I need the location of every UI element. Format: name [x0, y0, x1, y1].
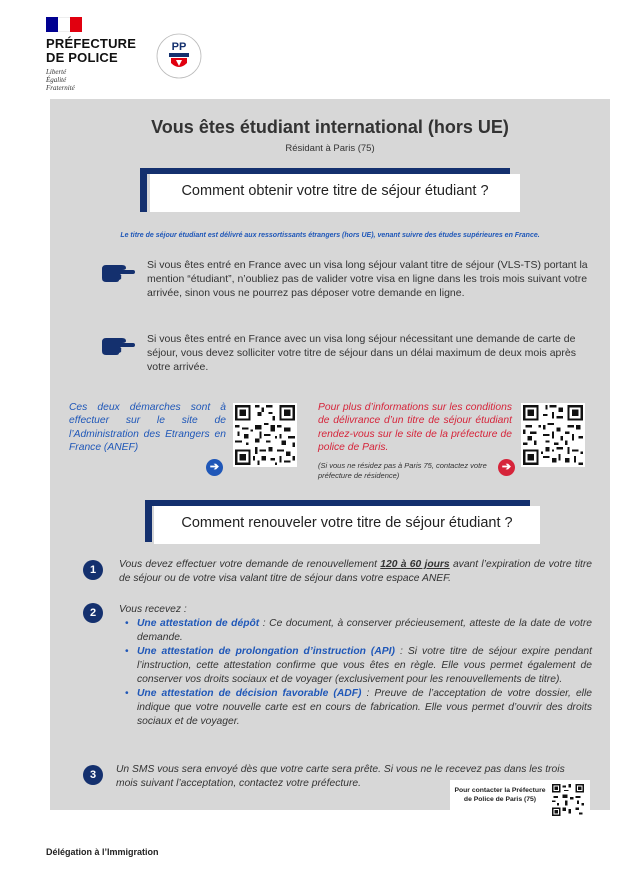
republic-motto: Liberté Égalité Fraternité — [46, 68, 75, 92]
prefecture-police-logo — [156, 33, 202, 79]
section1-point2: Si vous êtes entré en France avec un visa long séjour nécessitant une demande de carte de séjour, vous devez solliciter votre titre de séjour dans un délai maximum de deux mois après votre arrivée. — [147, 333, 576, 374]
section1-intro: Le titre de séjour étudiant est délivré aux ressortissants étrangers (hors UE), venant suivre des études supérieures en France. — [120, 232, 540, 239]
step1-deadline: 120 à 60 jours — [380, 559, 450, 570]
pointing-hand-icon — [100, 333, 136, 357]
step2-number-badge: 2 — [83, 603, 103, 623]
anef-qr-code-icon[interactable] — [233, 403, 297, 467]
prefecture-note: (Si vous ne résidez pas à Paris 75, contactez votre préfecture de résidence) — [318, 461, 487, 480]
step1-text: Vous devez effectuer votre demande de renouvellement 120 à 60 jours avant l’expiration de votre titre de séjour ou de votre visa valant titre de séjour dans votre espace ANEF. — [119, 559, 592, 584]
prefecture-qr-code-icon[interactable] — [521, 403, 585, 467]
list-item: • Une attestation de décision favorable (ADF) : Preuve de l’acceptation de votre dossier, elle indique que votre nouvelle carte est en cours de fabrication. Elle vous permet d’ouvrir des droits sociaux et de voyager. — [125, 688, 592, 727]
step3-text: Un SMS vous sera envoyé dès que votre carte sera prête. Si vous ne le recevez pas dans les trois mois suivant l’acceptation, contactez votre préfecture. — [116, 764, 565, 789]
list-item: • Une attestation de dépôt : Ce document, à conserver précieusement, atteste de la date de votre demande. — [125, 618, 592, 643]
page-subtitle: Résidant à Paris (75) — [285, 143, 375, 154]
list-item: • Une attestation de prolongation d’instruction (API) : Si votre titre de séjour expire pendant l’instruction, cette attestation confirme que vous êtes en règle. Elle vous permet également de conserver vos droits sociaux et de voyager (exclusivement pour les renouvellements de titre). — [125, 646, 592, 685]
footer-department: Délégation à l’Immigration — [46, 847, 159, 857]
anef-link-arrow-icon[interactable]: ➔ — [206, 459, 223, 476]
step3-number-badge: 3 — [83, 765, 103, 785]
section2-accent — [145, 500, 152, 542]
section1-accent — [140, 168, 147, 212]
organization-name: PRÉFECTURE DE POLICE — [46, 36, 137, 65]
section2-heading: Comment renouveler votre titre de séjour étudiant ? — [181, 515, 513, 531]
svg-text:PP: PP — [171, 41, 187, 53]
prefecture-link-arrow-icon[interactable]: ➔ — [498, 459, 515, 476]
prefecture-info-text: Pour plus d’informations sur les conditions de délivrance d’un titre de séjour étudiant rendez-vous sur le site de la préfecture de police de Paris. — [318, 402, 512, 454]
anef-info-text: Ces deux démarches sont à effectuer sur le site de l’Administration des Etrangers en France (ANEF) — [69, 402, 226, 454]
french-flag-icon — [46, 17, 82, 32]
section1-point1: Si vous êtes entré en France avec un visa long séjour valant titre de séjour (VLS-TS) portant la mention “étudiant”, n’oubliez pas de valider votre visa en ligne dans les trois mois suivant votre arrivée, sinon vous ne pourrez pas déposer votre demande en ligne. — [147, 259, 588, 300]
contact-text: Pour contacter la Préfecture de Police de Paris (75) — [454, 787, 546, 803]
contact-qr-code-icon[interactable] — [551, 783, 585, 817]
step2-intro: Vous recevez : — [119, 604, 187, 615]
section1-heading: Comment obtenir votre titre de séjour étudiant ? — [181, 183, 489, 199]
page-title: Vous êtes étudiant international (hors UE) — [151, 117, 509, 137]
pointing-hand-icon — [100, 260, 136, 284]
step2-list — [125, 617, 592, 729]
step1-number-badge: 1 — [83, 560, 103, 580]
